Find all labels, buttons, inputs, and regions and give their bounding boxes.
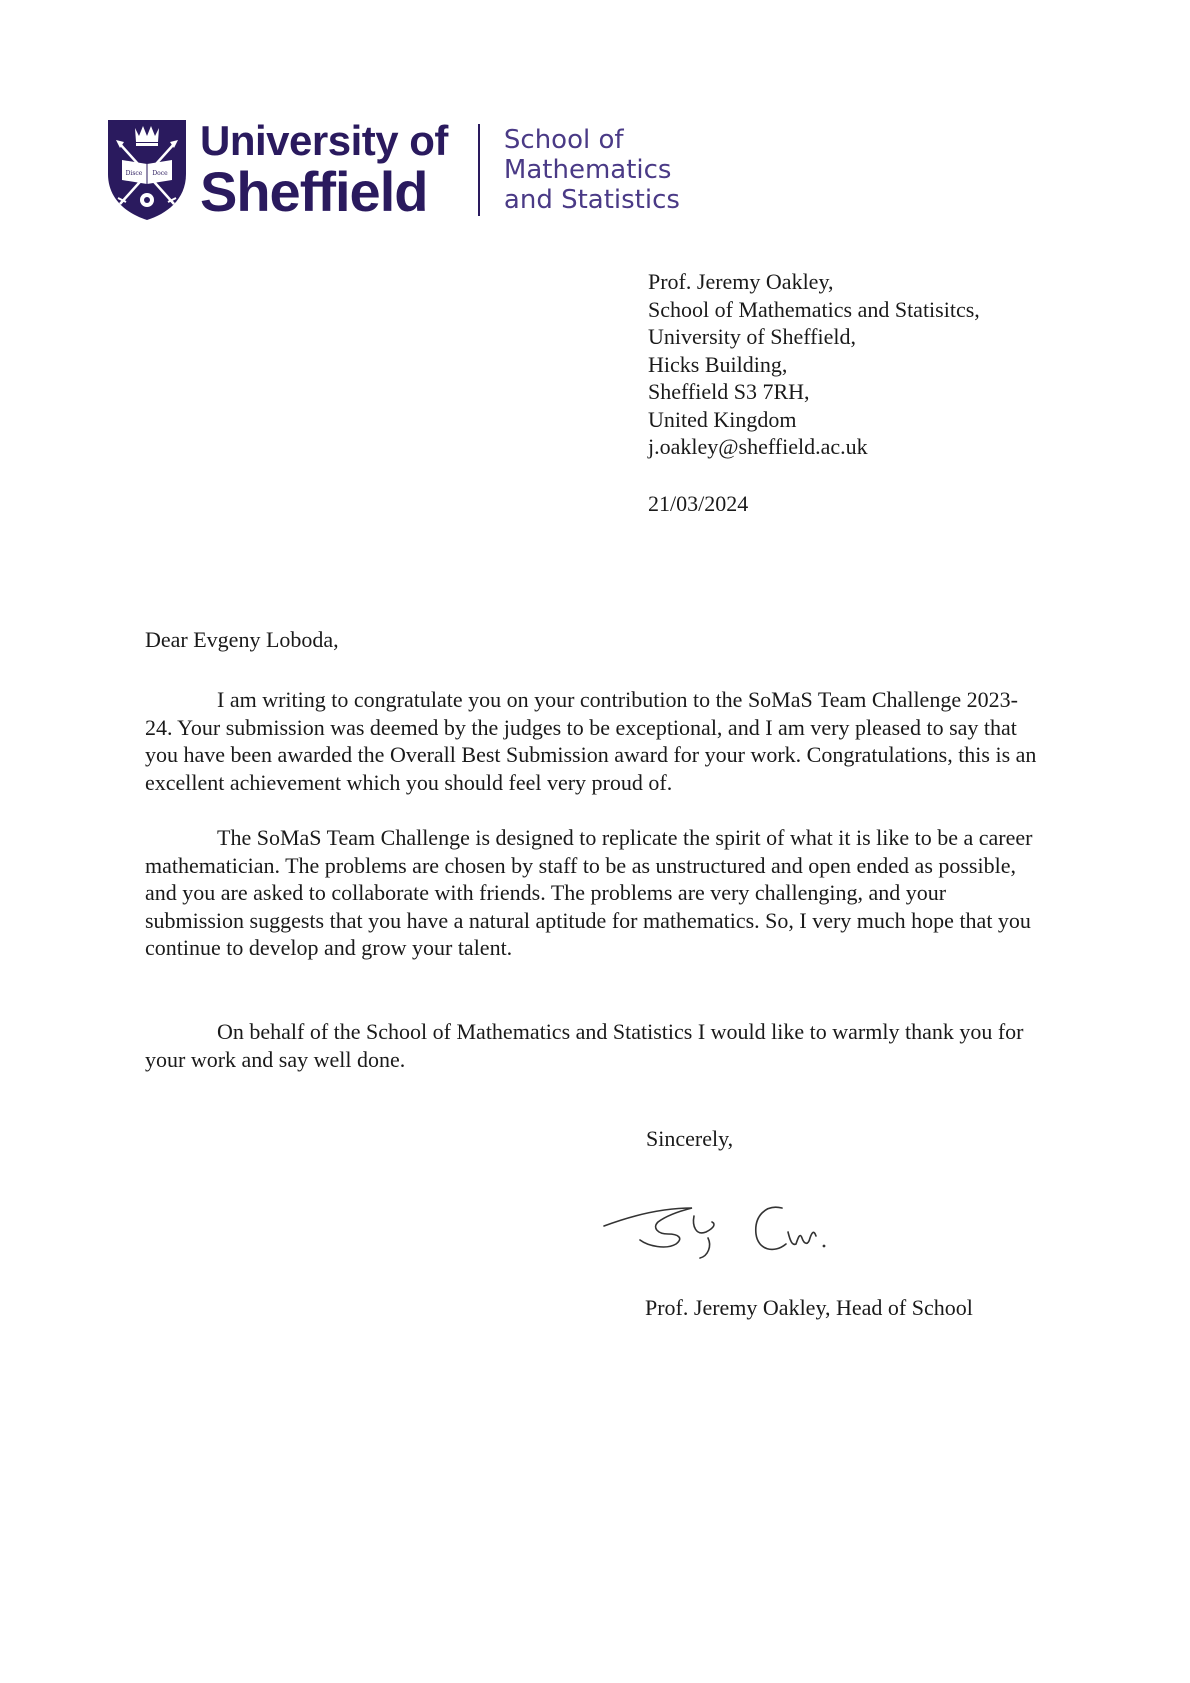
school-name-line3: and Statistics bbox=[503, 185, 680, 215]
body-paragraph-1: I am writing to congratulate you on your contribution to the SoMaS Team Challenge 2023-24. Your submission was deemed by the judges to be exceptional, and I am very pleased to say that you have been awarded the Overall Best Submission award for your work. Congratulations, this is an excellent achievement which you should feel very proud of. bbox=[145, 687, 1037, 795]
salutation: Dear Evgeny Loboda, bbox=[145, 627, 339, 652]
closing: Sincerely, bbox=[646, 1126, 734, 1151]
sender-building: Hicks Building, bbox=[648, 351, 788, 377]
body-paragraph-2: The SoMaS Team Challenge is designed to replicate the spirit of what it is like to be a career mathematician. The problems are chosen by staff to be as unstructured and open ended as possible, and you are asked to collaborate with friends. The problems are very challenging, and your submission suggests that you have a natural aptitude for mathematics. So, I very much hope that you continue to develop and grow your talent. bbox=[145, 825, 1033, 960]
school-name-line2: Mathematics bbox=[503, 155, 672, 185]
university-name-line1: University of bbox=[200, 117, 448, 164]
letterhead-logo bbox=[106, 115, 680, 225]
school-name-line1: School of bbox=[503, 125, 624, 155]
university-crest-icon bbox=[106, 118, 188, 222]
sender-address bbox=[648, 268, 980, 461]
signoff-name-title: Prof. Jeremy Oakley, Head of School bbox=[645, 1295, 973, 1320]
crest-motto-left: Disce bbox=[125, 170, 143, 177]
university-wordmark bbox=[200, 117, 448, 223]
letter-date: 21/03/2024 bbox=[648, 491, 749, 516]
sender-city-postcode: Sheffield S3 7RH, bbox=[648, 379, 810, 404]
letterhead-divider bbox=[478, 124, 480, 216]
sender-university: University of Sheffield, bbox=[648, 324, 856, 349]
crest-motto-right: Doce bbox=[152, 170, 168, 177]
university-name-line2: Sheffield bbox=[200, 160, 428, 223]
sender-department: School of Mathematics and Statisitcs, bbox=[648, 296, 980, 322]
school-name bbox=[504, 125, 680, 215]
sender-name: Prof. Jeremy Oakley, bbox=[648, 269, 834, 294]
handwritten-signature bbox=[596, 1186, 856, 1286]
sender-email: j.oakley@sheffield.ac.uk bbox=[648, 434, 868, 459]
sender-country: United Kingdom bbox=[648, 406, 797, 432]
body-paragraph-3: On behalf of the School of Mathematics and Statistics I would like to warmly thank you for your work and say well done. bbox=[145, 1019, 1024, 1072]
